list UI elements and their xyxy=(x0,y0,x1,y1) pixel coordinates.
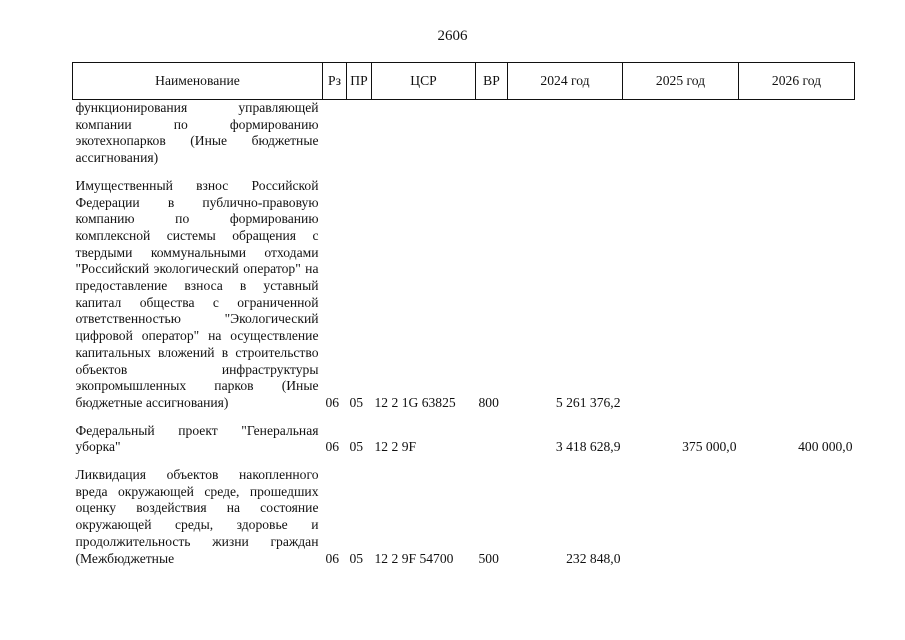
header-2026: 2026 год xyxy=(739,63,855,100)
row-rz: 06 xyxy=(325,394,340,410)
row-pr: 05 xyxy=(349,439,364,455)
row-name: функционирования управляющей компании по формированию экотехнопарков (Иные бюджетные ассигнования) xyxy=(75,100,319,166)
row-rz: 06 xyxy=(325,439,340,455)
row-vr xyxy=(476,100,508,167)
header-pr: ПР xyxy=(347,63,372,100)
row-2026 xyxy=(739,456,855,567)
row-vr: 500 xyxy=(478,550,499,566)
row-2025 xyxy=(623,167,739,412)
row-pr xyxy=(347,100,372,167)
row-2026 xyxy=(739,100,855,167)
row-2026 xyxy=(739,167,855,412)
row-csr: 12 2 9F xyxy=(374,439,417,455)
row-2024: 232 848,0 xyxy=(566,550,621,566)
row-pr: 05 xyxy=(349,550,364,566)
row-2025 xyxy=(623,100,739,167)
header-2025: 2025 год xyxy=(623,63,739,100)
row-2024: 3 418 628,9 xyxy=(555,439,621,455)
table-row xyxy=(73,456,855,567)
header-csr: ЦСР xyxy=(372,63,476,100)
row-2024 xyxy=(508,100,623,167)
row-2025 xyxy=(623,456,739,567)
row-name: Имущественный взнос Российской Федерации в публично-правовую компанию по формированию комплексной системы обращения с твердыми коммунальными отходами "Российский экологический оператор" на предоставление взноса в уставный капитал общества с ограниченной ответственностью "Экологический цифровой оператор" на осуществление капитальных вложений в строительство объектов инфраструктуры экопромышленных парков (Иные бюджетные ассигнования) xyxy=(75,177,319,410)
budget-table xyxy=(72,62,855,567)
header-vr: ВР xyxy=(476,63,508,100)
page-number: 2606 xyxy=(437,28,468,44)
row-vr xyxy=(476,412,508,456)
header-rz: Рз xyxy=(323,63,347,100)
row-csr: 12 2 9F 54700 xyxy=(374,550,454,566)
table-row xyxy=(73,167,855,412)
row-name: Ликвидация объектов накопленного вреда окружающей среде, прошедших оценку воздействия на состояние окружающей среды, здоровье и продолжительность жизни граждан (Межбюджетные xyxy=(75,467,319,566)
row-name: Федеральный проект "Генеральная уборка" xyxy=(75,422,319,455)
row-2025: 375 000,0 xyxy=(682,439,737,455)
row-2026: 400 000,0 xyxy=(798,439,853,455)
row-csr xyxy=(372,100,476,167)
table-row xyxy=(73,412,855,456)
row-csr: 12 2 1G 63825 xyxy=(374,394,456,410)
row-2024: 5 261 376,2 xyxy=(555,394,621,410)
table-header-row xyxy=(73,63,855,100)
table-row xyxy=(73,100,855,167)
row-rz: 06 xyxy=(325,550,340,566)
header-2024: 2024 год xyxy=(508,63,623,100)
row-rz xyxy=(323,100,347,167)
row-pr: 05 xyxy=(349,394,364,410)
header-name: Наименование xyxy=(73,63,323,100)
row-vr: 800 xyxy=(478,394,499,410)
